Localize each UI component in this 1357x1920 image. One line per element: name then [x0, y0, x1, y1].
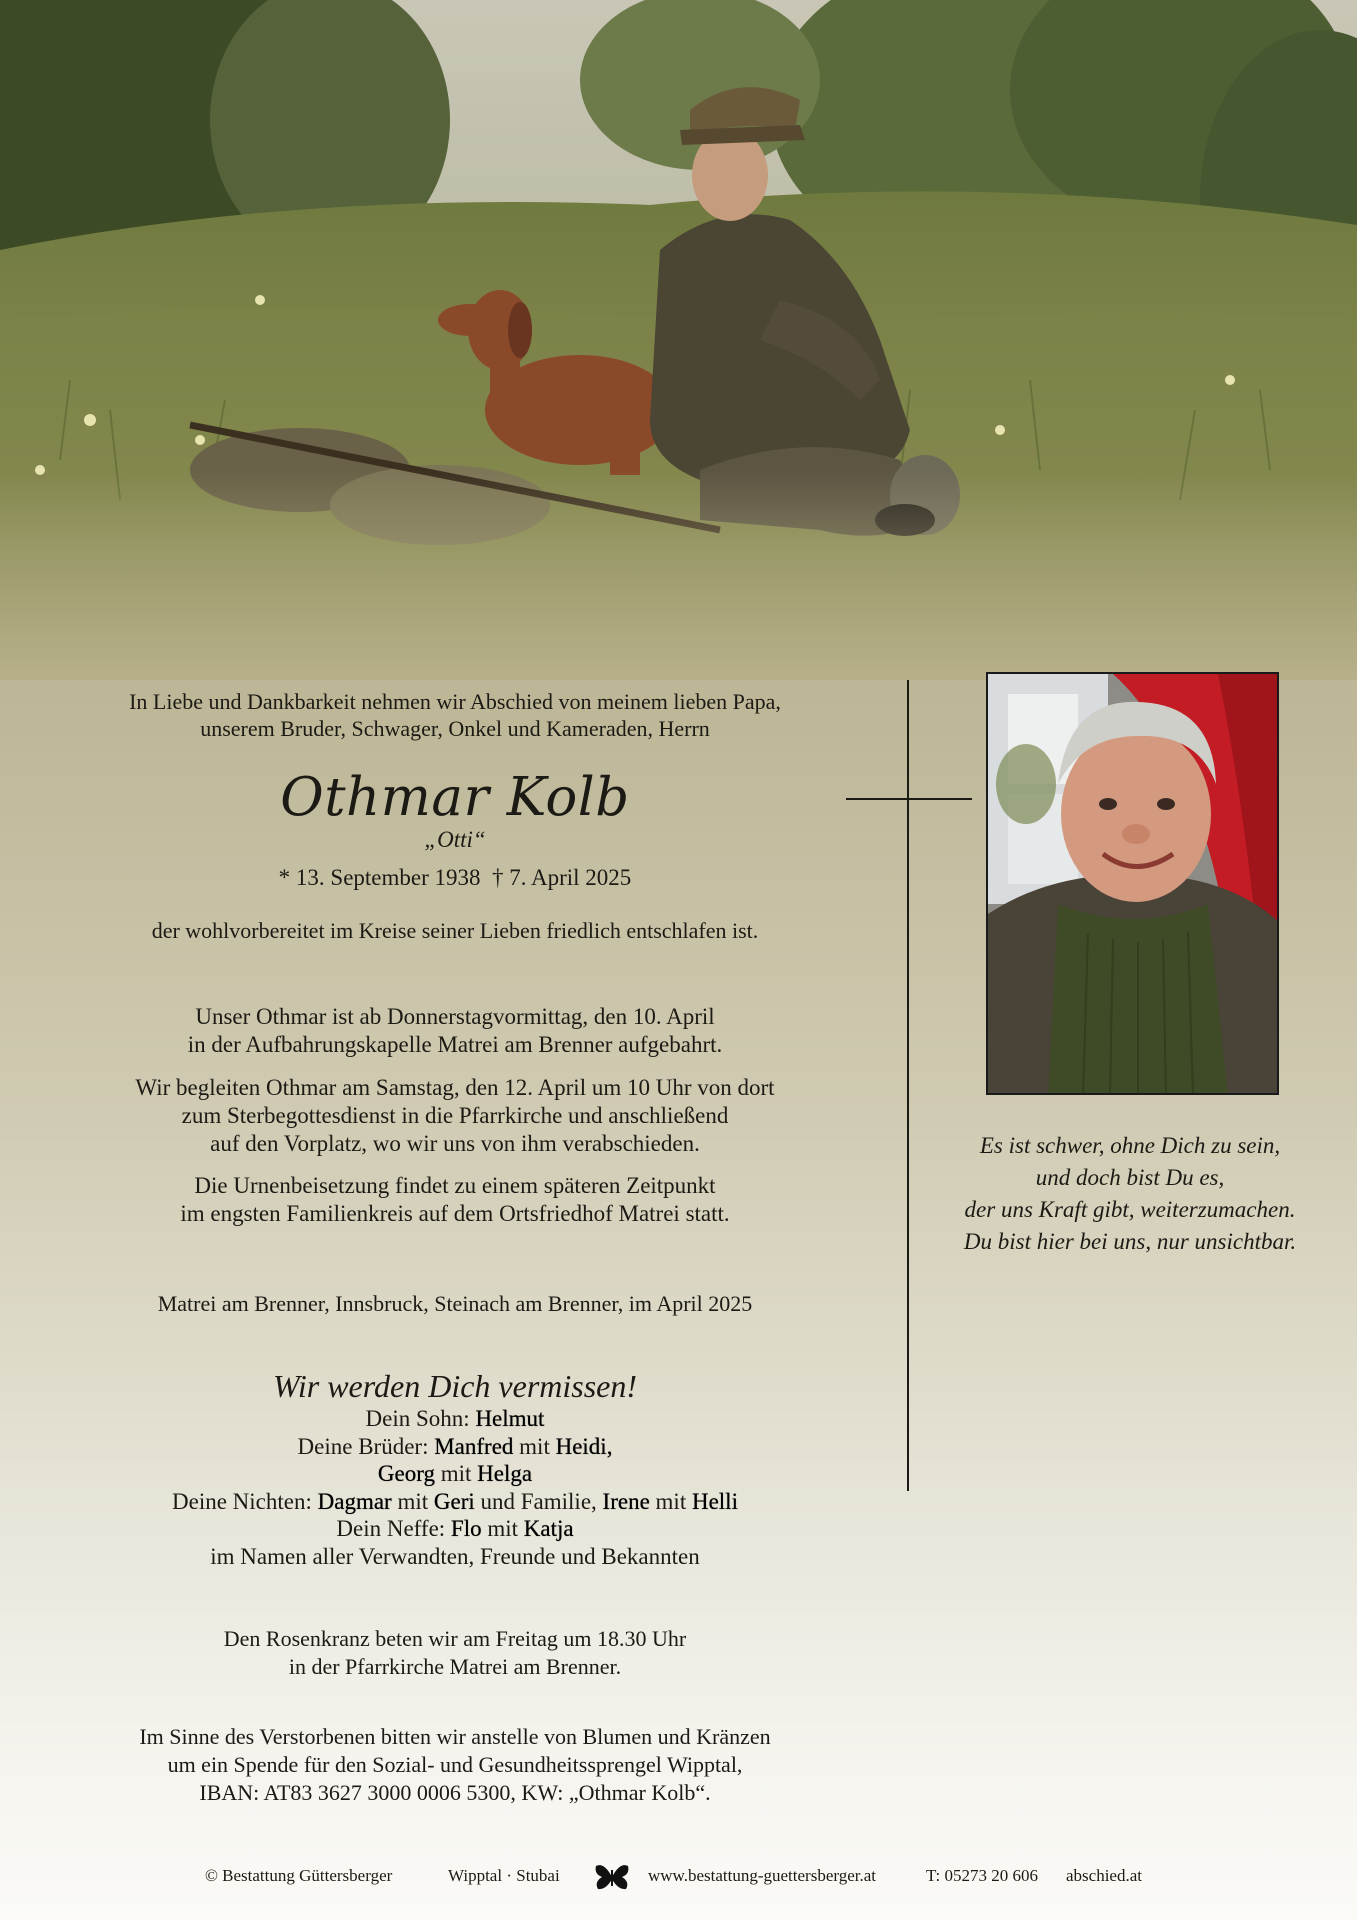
paragraph-line: Die Urnenbeisetzung findet zu einem späteren Zeitpunkt	[194, 1173, 716, 1198]
cross-vertical-bar	[907, 680, 909, 1491]
mourner-line-son: Dein Sohn: Helmut	[365, 1406, 545, 1431]
footer-region: Wipptal · Stubai	[448, 1866, 560, 1885]
quote-line: und doch bist Du es,	[1035, 1165, 1225, 1190]
quote-line: Du bist hier bei uns, nur unsichtbar.	[963, 1229, 1297, 1254]
memorial-quote	[930, 1130, 1330, 1258]
viewing-paragraph	[50, 1003, 860, 1059]
hero-photo-hunter-with-dog	[0, 0, 1357, 680]
footer-website-link[interactable]: www.bestattung-guettersberger.at	[648, 1866, 877, 1885]
mourner-line-brothers-2: Georg mit Helga	[377, 1461, 533, 1486]
intro-text	[50, 688, 860, 742]
intro-line: In Liebe und Dankbarkeit nehmen wir Abschied von meinem lieben Papa,	[129, 689, 781, 714]
quote-line: der uns Kraft gibt, weiterzumachen.	[964, 1197, 1296, 1222]
paragraph-line: Wir begleiten Othmar am Samstag, den 12. April um 10 Uhr von dort	[135, 1075, 775, 1100]
quote-line: Es ist schwer, ohne Dich zu sein,	[979, 1133, 1281, 1158]
footer-company: © Bestattung Güttersberger	[205, 1866, 393, 1885]
paragraph-line: im engsten Familienkreis auf dem Ortsfriedhof Matrei statt.	[180, 1201, 730, 1226]
deceased-nickname: „Otti“	[424, 827, 486, 852]
mourner-line-nieces: Deine Nichten: Dagmar mit Geri und Familie, Irene mit Helli	[172, 1488, 738, 1514]
birth-death-dates: * 13. September 1938 † 7. April 2025	[278, 865, 632, 890]
footer-phone: T: 05273 20 606	[926, 1866, 1039, 1885]
notice-line: in der Pfarrkirche Matrei am Brenner.	[288, 1654, 622, 1679]
footer	[0, 1862, 1357, 1892]
mourners-list	[50, 1405, 860, 1570]
mourner-line-brothers: Deine Brüder: Manfred mit Heidi,	[297, 1433, 613, 1459]
notice-line: Den Rosenkranz beten wir am Freitag um 18.30 Uhr	[223, 1626, 687, 1651]
mourner-line-closing: im Namen aller Verwandten, Freunde und Bekannten	[210, 1543, 700, 1569]
rosary-notice	[50, 1625, 860, 1681]
butterfly-icon	[594, 1862, 630, 1892]
mourner-line-nephew: Dein Neffe: Flo mit Katja	[336, 1516, 574, 1541]
mourners-heading: Wir werden Dich vermissen!	[272, 1368, 638, 1404]
notice-line: Im Sinne des Verstorbenen bitten wir anstelle von Blumen und Kränzen	[139, 1724, 771, 1749]
deceased-name: Othmar Kolb	[280, 767, 630, 828]
place-and-date: Matrei am Brenner, Innsbruck, Steinach am Brenner, im April 2025	[157, 1291, 753, 1316]
footer-site2-link[interactable]: abschied.at	[1066, 1866, 1142, 1885]
paragraph-line: in der Aufbahrungskapelle Matrei am Brenner aufgebahrt.	[187, 1032, 723, 1057]
burial-paragraph	[50, 1172, 860, 1228]
portrait-photo	[986, 672, 1279, 1095]
paragraph-line: auf den Vorplatz, wo wir uns von ihm verabschieden.	[210, 1131, 700, 1156]
cross-horizontal-bar	[846, 798, 972, 800]
paragraph-line: Unser Othmar ist ab Donnerstagvormittag, den 10. April	[195, 1004, 715, 1029]
paragraph-line: zum Sterbegottesdienst in die Pfarrkirche und anschließend	[181, 1103, 729, 1128]
notice-line: um ein Spende für den Sozial- und Gesundheitssprengel Wipptal,	[167, 1752, 743, 1777]
passed-away-text: der wohlvorbereitet im Kreise seiner Lieben friedlich entschlafen ist.	[151, 918, 759, 943]
notice-line: IBAN: AT83 3627 3000 0006 5300, KW: „Othmar Kolb“.	[199, 1780, 711, 1805]
intro-line: unserem Bruder, Schwager, Onkel und Kameraden, Herrn	[200, 716, 710, 741]
funeral-paragraph	[50, 1074, 860, 1158]
donation-notice	[50, 1723, 860, 1807]
